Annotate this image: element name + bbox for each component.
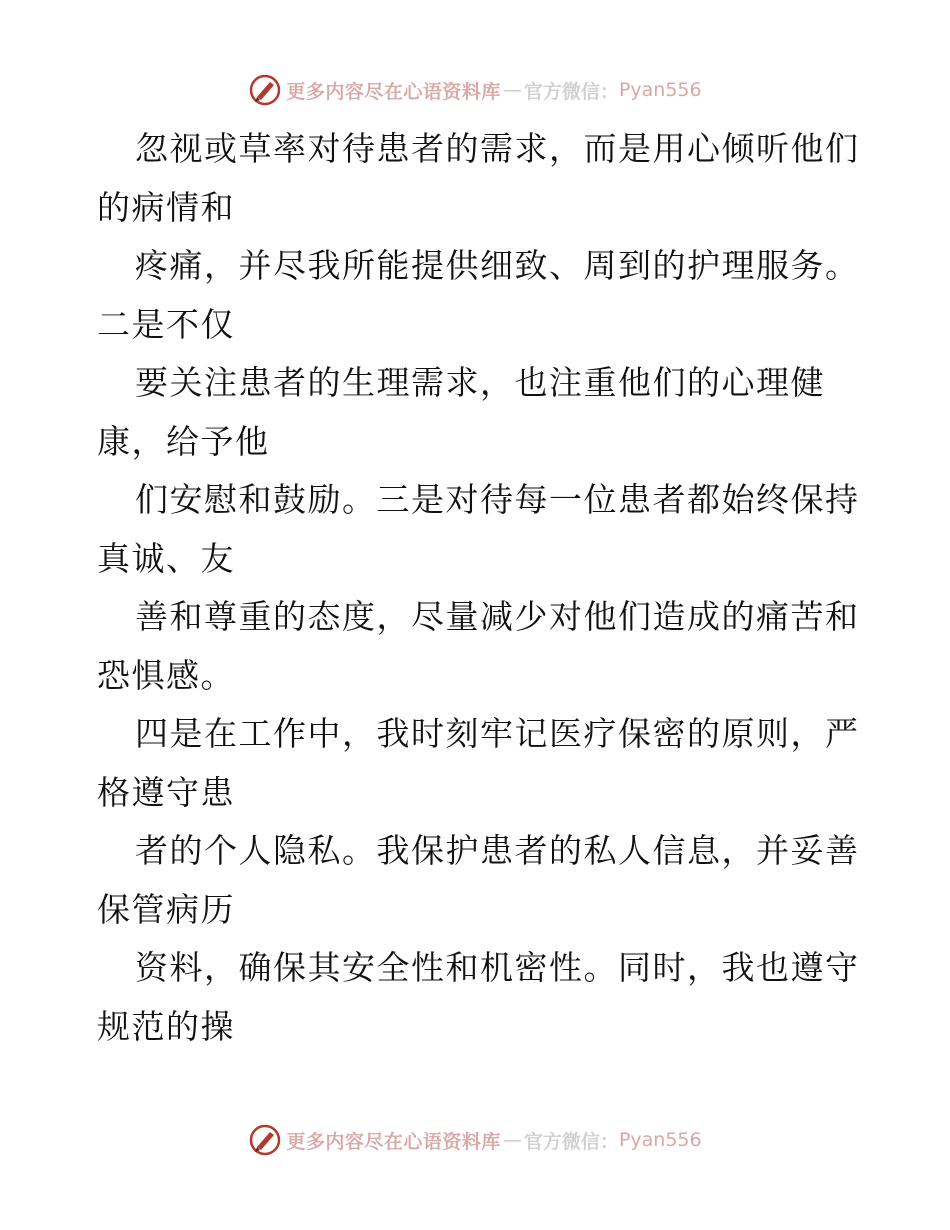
text-line: 者的个人隐私。我保护患者的私人信息，并妥善 <box>135 831 860 870</box>
text-line: 规范的操 <box>97 1006 235 1046</box>
text-line: 善和尊重的态度，尽量减少对他们造成的痛苦和 <box>135 597 860 636</box>
text-line: 的病情和 <box>97 187 235 227</box>
pen-logo-icon <box>248 1123 282 1157</box>
text-line: 资料，确保其安全性和机密性。同时，我也遵守 <box>135 948 860 987</box>
watermark-wechat-id: Pyan556 <box>618 79 702 101</box>
text-line: 二是不仅 <box>97 304 235 344</box>
watermark-separator: — <box>502 1129 522 1151</box>
watermark-wechat-id: Pyan556 <box>618 1129 702 1151</box>
footer-watermark <box>0 1120 950 1160</box>
text-line: 格遵守患 <box>97 772 235 812</box>
watermark-separator: — <box>502 79 522 101</box>
pen-logo-icon <box>248 73 282 107</box>
watermark-brand-text: 更多内容尽在心语资料库 <box>286 80 501 103</box>
watermark-label: 官方微信： <box>523 80 619 103</box>
text-line: 要关注患者的生理需求，也注重他们的心理健 <box>135 363 825 402</box>
text-line: 忽视或草率对待患者的需求，而是用心倾听他们 <box>135 129 860 168</box>
text-line: 们安慰和鼓励。三是对待每一位患者都始终保持 <box>135 480 860 519</box>
document-body <box>97 120 867 1056</box>
text-line: 康，给予他 <box>97 421 270 461</box>
watermark-label: 官方微信： <box>523 1130 619 1153</box>
text-line: 保管病历 <box>97 889 235 929</box>
text-line: 恐惧感。 <box>97 655 235 695</box>
text-line: 四是在工作中，我时刻牢记医疗保密的原则，严 <box>135 714 860 753</box>
header-watermark <box>0 70 950 110</box>
watermark-brand-text: 更多内容尽在心语资料库 <box>286 1130 501 1153</box>
text-line: 疼痛，并尽我所能提供细致、周到的护理服务。 <box>135 246 860 285</box>
text-line: 真诚、友 <box>97 538 235 578</box>
